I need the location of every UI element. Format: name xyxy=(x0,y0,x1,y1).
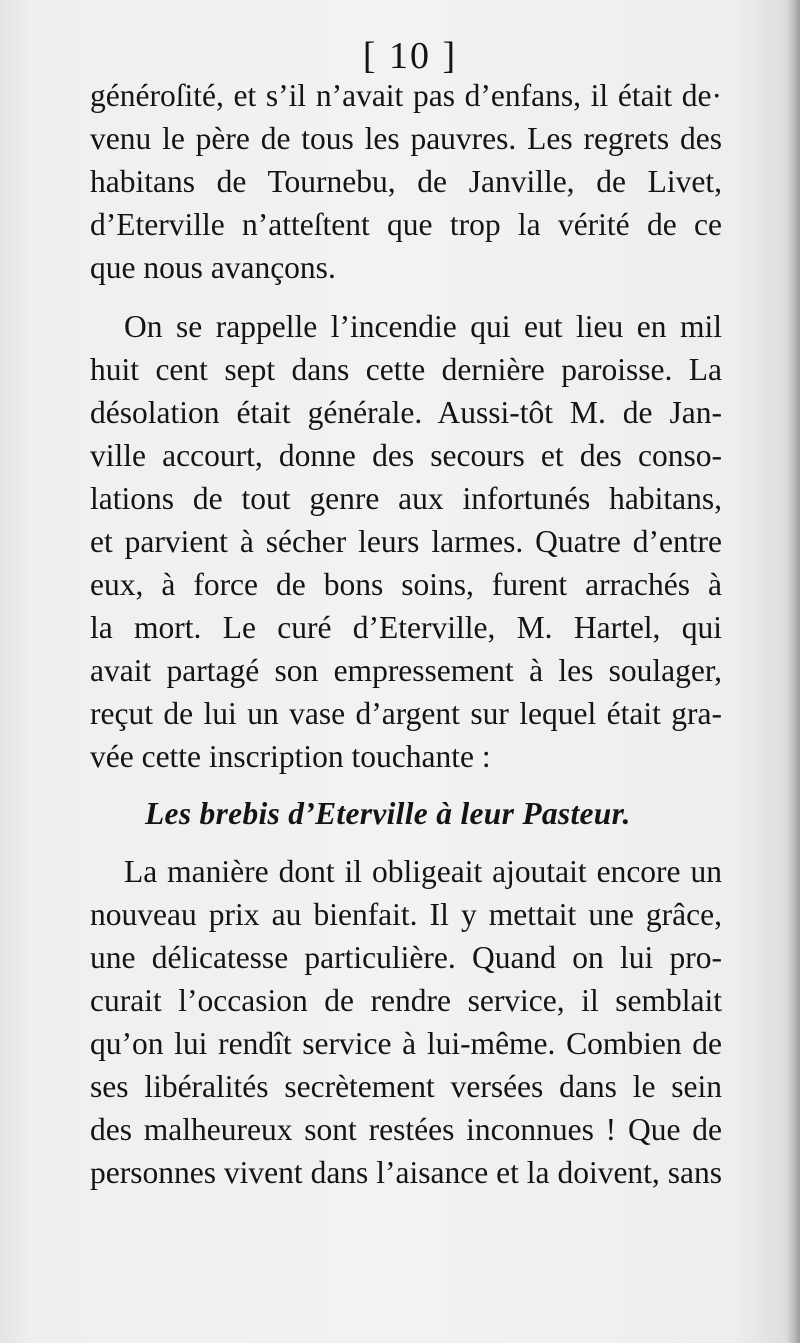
page-edge-shadow xyxy=(786,0,800,1343)
heading-spacing xyxy=(90,840,722,850)
text-line: eux, à force de bons soins, furent arrachés à xyxy=(90,567,722,602)
text-line: La manière dont il obligeait ajoutait encore un xyxy=(124,854,722,889)
body-text xyxy=(90,74,722,1194)
text-line: vée cette inscription touchante : xyxy=(90,739,491,774)
text-line: généroſité, et s’il n’avait pas d’enfans, il était de· xyxy=(90,78,722,113)
heading-spacing xyxy=(90,778,722,788)
paragraph xyxy=(90,305,722,778)
paragraph xyxy=(90,74,722,289)
text-line: personnes vivent dans l’aisance et la doivent, sans xyxy=(90,1155,722,1190)
text-line: et parvient à sécher leurs larmes. Quatre d’entre xyxy=(90,524,722,559)
text-line: nouveau prix au bienfait. Il y mettait une grâce, xyxy=(90,897,722,932)
text-line: qu’on lui rendît service à lui-même. Combien de xyxy=(90,1026,722,1061)
text-line: la mort. Le curé d’Eterville, M. Hartel, qui xyxy=(90,610,722,645)
text-line: une délicatesse particulière. Quand on lui pro- xyxy=(90,940,722,975)
text-line: désolation était générale. Aussi-tôt M. de Jan- xyxy=(90,395,722,430)
text-line: reçut de lui un vase d’argent sur lequel était gra- xyxy=(90,696,722,731)
inscription-heading: Les brebis d’Eterville à leur Pasteur. xyxy=(145,796,631,831)
text-line: avait partagé son empressement à les soulager, xyxy=(90,653,722,688)
text-line: huit cent sept dans cette dernière paroisse. La xyxy=(90,352,722,387)
text-line: que nous avançons. xyxy=(90,250,336,285)
text-line: On se rappelle l’incendie qui eut lieu en mil xyxy=(124,309,722,344)
text-line: lations de tout genre aux infortunés habitans, xyxy=(90,481,722,516)
text-line: habitans de Tournebu, de Janville, de Livet, xyxy=(90,164,722,199)
text-line: ses libéralités secrètement versées dans le sein xyxy=(90,1069,722,1104)
text-line: ville accourt, donne des secours et des conso- xyxy=(90,438,722,473)
text-line: curait l’occasion de rendre service, il semblait xyxy=(90,983,722,1018)
page-number: [ 10 ] xyxy=(362,35,458,77)
paragraph-spacing xyxy=(90,289,722,305)
text-line: venu le père de tous les pauvres. Les regrets des xyxy=(90,121,722,156)
text-line: des malheureux sont restées inconnues ! Que de xyxy=(90,1112,722,1147)
text-line: d’Eterville n’atteſtent que trop la vérité de ce xyxy=(90,207,722,242)
paragraph xyxy=(90,850,722,1194)
